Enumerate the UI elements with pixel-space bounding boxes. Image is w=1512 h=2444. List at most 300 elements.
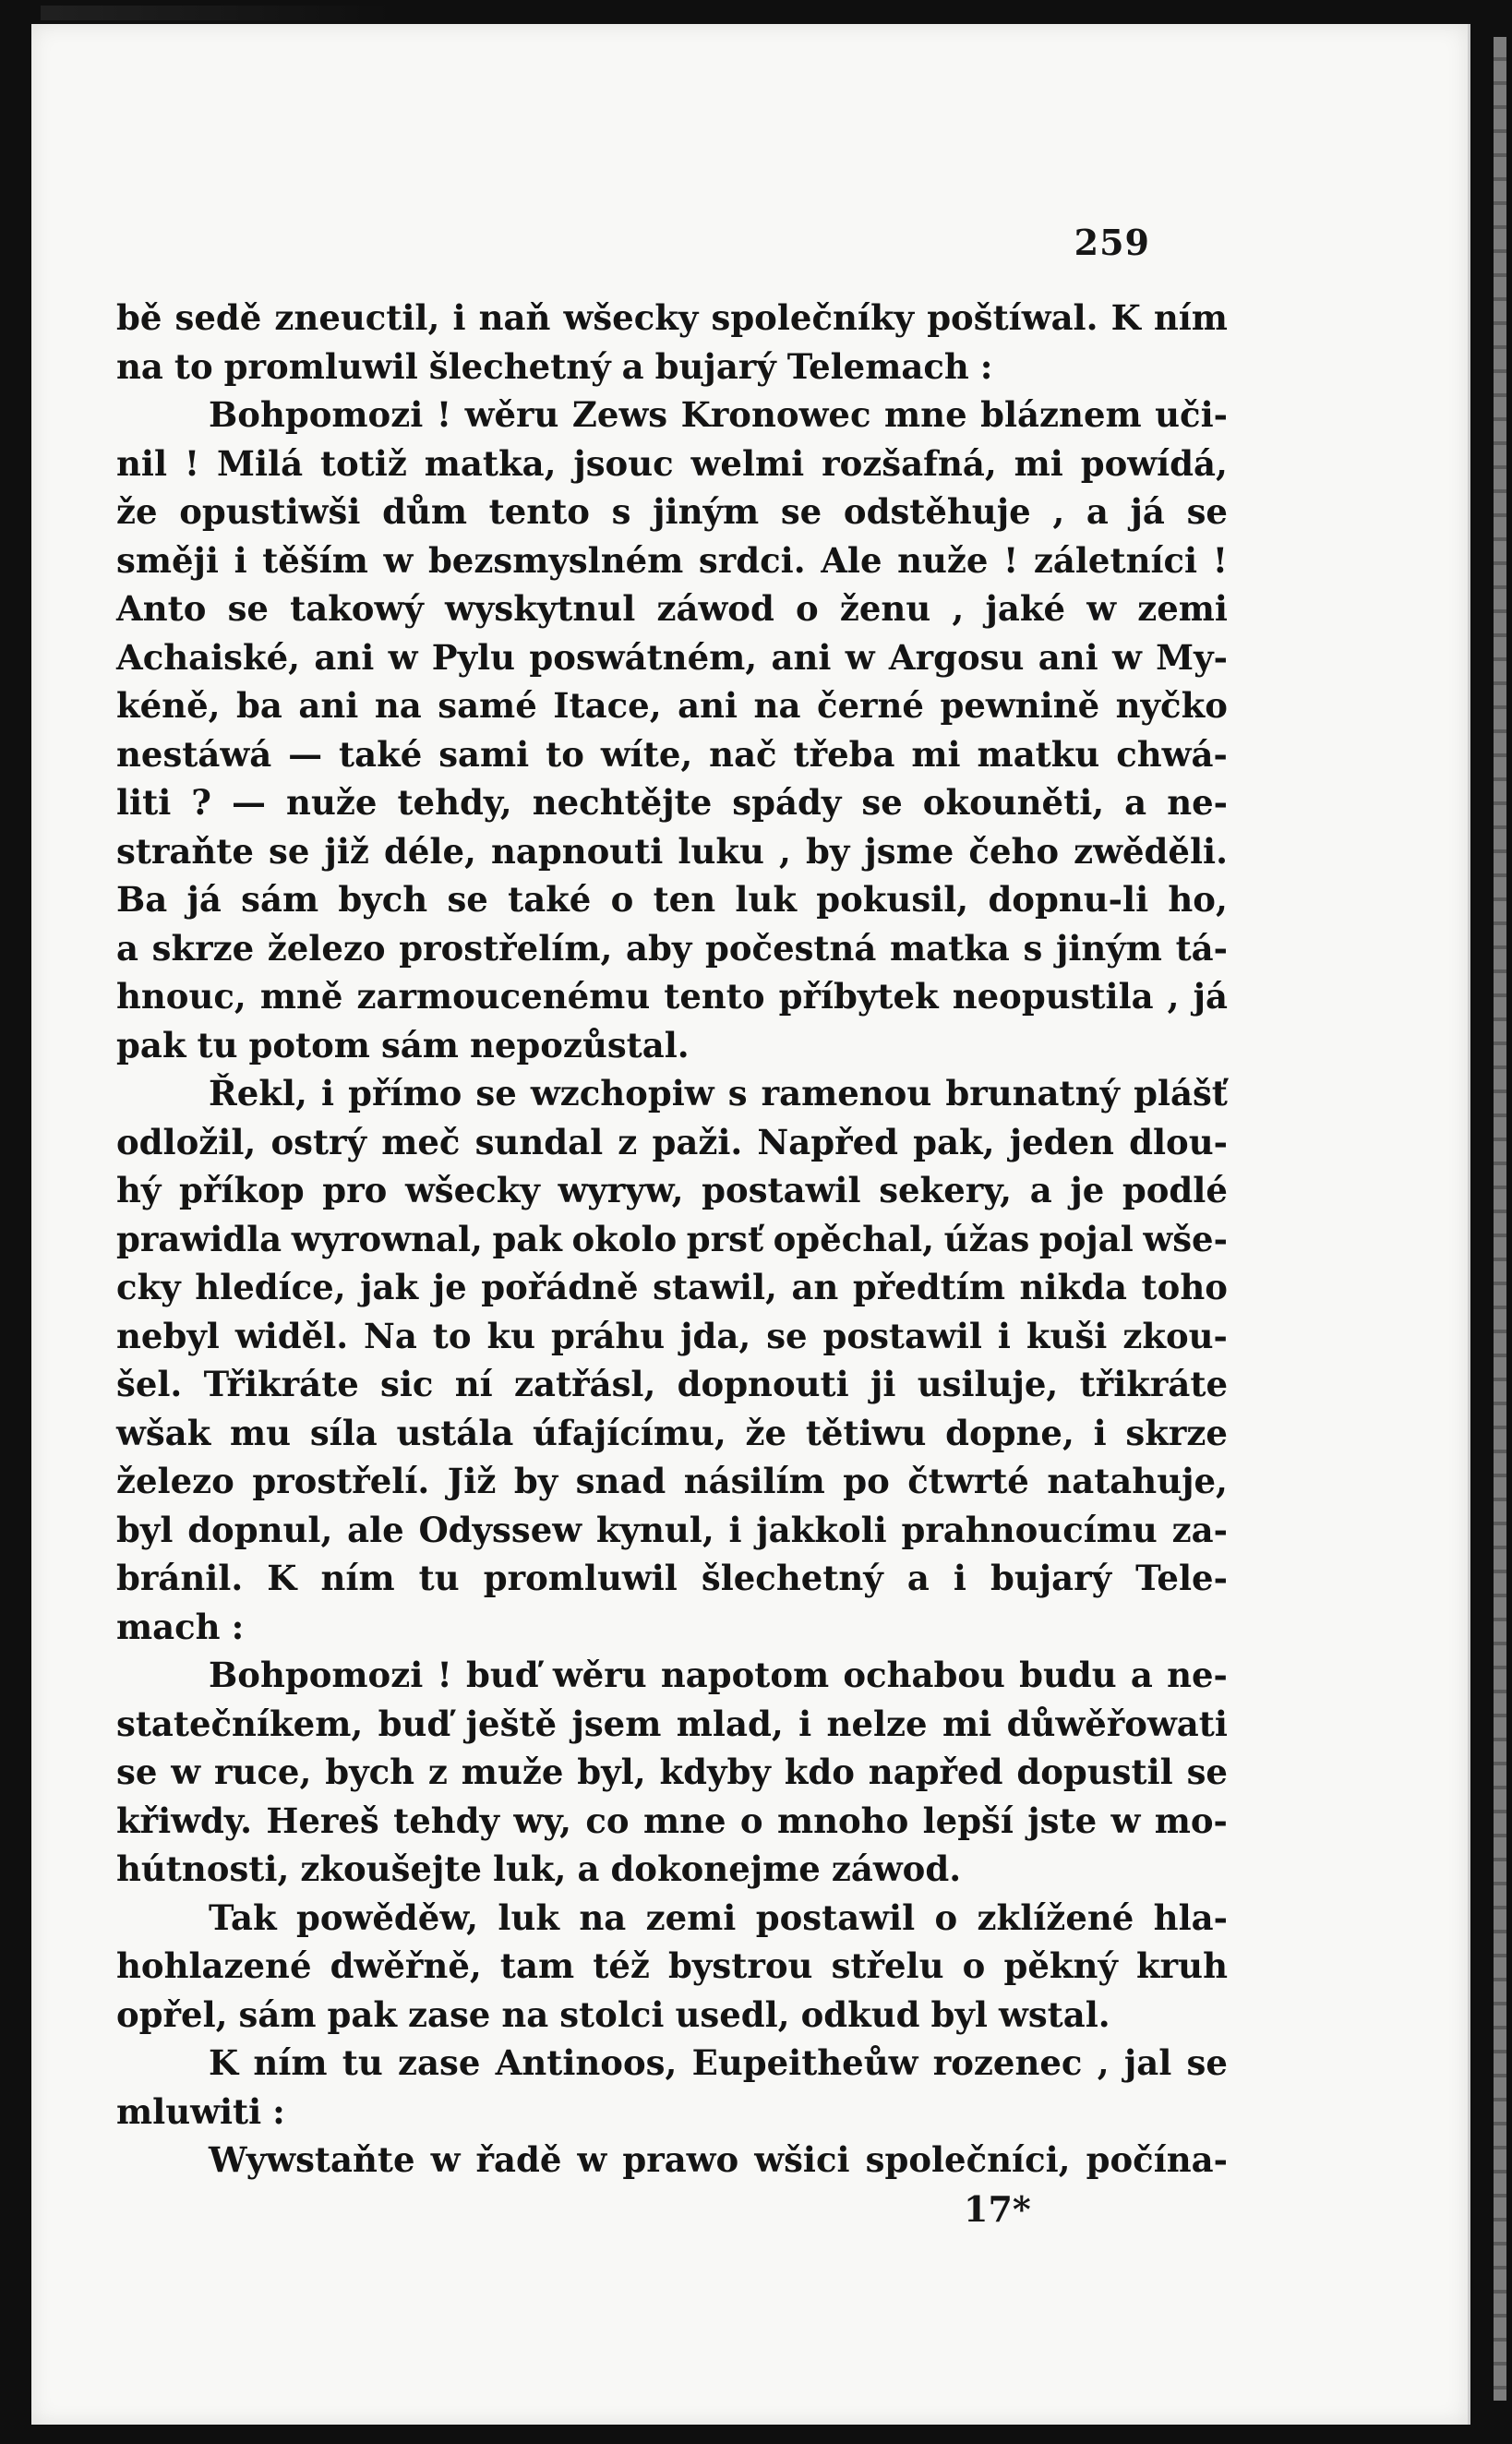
word: napnouti: [490, 830, 664, 872]
word: zase: [398, 2042, 481, 2083]
word: hnouc,: [116, 976, 246, 1017]
word: ji: [870, 1364, 896, 1404]
word: a: [116, 927, 138, 969]
word: je: [432, 1267, 467, 1307]
word: ženu: [839, 588, 931, 629]
word: dwěřně,: [330, 1945, 482, 1986]
word: w: [1086, 588, 1117, 629]
word: šel.: [116, 1364, 183, 1404]
word: to: [432, 1315, 472, 1356]
word: po: [843, 1461, 890, 1501]
text-line: [116, 536, 1228, 585]
word: postawil: [702, 1170, 861, 1210]
book-page: [31, 24, 1470, 2425]
word: se: [861, 782, 903, 823]
word: se: [1186, 2042, 1228, 2083]
word: ne-: [1167, 1655, 1228, 1695]
word: pojal: [1038, 1218, 1134, 1259]
word: paži.: [652, 1121, 743, 1162]
word: bystrou: [668, 1945, 813, 1986]
word: mluwiti: [116, 2090, 262, 2132]
word: matka: [890, 927, 1010, 969]
word: dlou-: [1129, 1121, 1228, 1162]
text-line: [116, 1700, 1228, 1749]
word: byl: [116, 1509, 174, 1550]
word: z: [618, 1121, 638, 1162]
word: ne-: [1167, 782, 1228, 823]
word: je: [1070, 1170, 1105, 1210]
word: plášť: [1134, 1073, 1228, 1114]
word: nyčko: [1115, 685, 1228, 726]
text-line: [116, 2039, 1228, 2088]
word: střelu: [831, 1945, 944, 1986]
word: pokusil,: [816, 879, 969, 920]
word: Argosu: [888, 636, 1025, 678]
word: wěru: [552, 1655, 647, 1695]
text-line: [116, 778, 1228, 827]
word: wěru: [464, 394, 559, 435]
word: zemi: [645, 1896, 737, 1938]
word: opěchal,: [773, 1218, 935, 1259]
word: skrze: [151, 927, 255, 969]
word: ,: [779, 830, 791, 872]
word: dům: [382, 491, 467, 532]
word: směji: [116, 539, 219, 581]
word: mi: [942, 1703, 992, 1744]
word: tá-: [1175, 927, 1228, 969]
text-line: [116, 633, 1228, 682]
word: wíte,: [600, 733, 693, 775]
word: křiwdy.: [116, 1800, 253, 1841]
word: se: [780, 491, 822, 532]
word: wšecky: [404, 1170, 540, 1210]
word: úfajícímu,: [533, 1412, 726, 1453]
word: společníci,: [865, 2139, 1071, 2180]
word: pořádně: [481, 1267, 639, 1307]
word: ,: [952, 588, 965, 629]
word: nebyl: [116, 1315, 220, 1356]
text-line: [116, 1263, 1228, 1312]
word: Řekl,: [209, 1073, 307, 1114]
text-line: [116, 1312, 1228, 1361]
word: to: [546, 733, 584, 775]
word: prahnoucímu: [901, 1509, 1158, 1550]
word: natahuje,: [1047, 1461, 1228, 1501]
word: jaké: [985, 588, 1066, 629]
word: napřed: [868, 1752, 1003, 1792]
word: pak: [327, 1993, 397, 2035]
text-line: [116, 2088, 1228, 2137]
word: i: [953, 1558, 966, 1598]
word: o: [610, 879, 634, 920]
word: jsouc: [573, 442, 674, 484]
word: třikráte: [1079, 1364, 1228, 1404]
word: matku: [977, 733, 1100, 775]
word: wšak: [116, 1412, 211, 1453]
word: stawil,: [653, 1267, 777, 1307]
text-line: [116, 391, 1228, 439]
text-line: [116, 1651, 1228, 1700]
word: tehdy: [393, 1800, 500, 1841]
word: příkop: [179, 1170, 305, 1210]
text-line: [116, 2136, 1228, 2185]
word: jsem: [571, 1703, 662, 1744]
word: pak,: [913, 1121, 995, 1162]
word: w: [430, 2139, 461, 2180]
word: a: [1086, 491, 1109, 532]
word: těším: [262, 539, 368, 581]
word: Pylu: [431, 636, 516, 678]
word: že: [116, 491, 158, 532]
word: wstal.: [998, 1993, 1110, 2035]
word: jda,: [680, 1315, 751, 1356]
word: potom: [248, 1024, 370, 1065]
word: usedl,: [675, 1993, 790, 2035]
word: luk: [735, 879, 797, 920]
word: kuši: [1026, 1315, 1108, 1356]
word: bláznem: [980, 394, 1142, 435]
word: se: [116, 1752, 158, 1792]
word: Na: [364, 1315, 417, 1356]
text-line: [116, 1942, 1228, 1991]
word: Bohpomozi: [209, 394, 424, 435]
word: ani: [314, 636, 375, 678]
word: postawil: [755, 1896, 916, 1938]
word: poštíwal.: [927, 297, 1098, 338]
word: zase: [407, 1993, 491, 2035]
word: železo: [116, 1461, 234, 1501]
word: mi: [911, 733, 961, 775]
word: neopustila: [952, 976, 1154, 1017]
word: o: [962, 1945, 986, 1986]
word: poswátném,: [529, 636, 758, 678]
word: hohlazené: [116, 1945, 312, 1986]
word: jal: [1123, 2042, 1172, 2083]
word: buď: [378, 1703, 451, 1744]
word: se: [1186, 1752, 1228, 1792]
word: nuže: [897, 539, 989, 581]
word: welmi: [690, 442, 805, 484]
top-edge-bleed: [41, 6, 391, 20]
text-line: [116, 1457, 1228, 1506]
word: mně: [259, 976, 343, 1017]
text-line: [116, 924, 1228, 973]
word: zatřásl,: [514, 1364, 656, 1404]
word: luku: [678, 830, 764, 872]
word: Itace,: [553, 685, 662, 726]
word: tento: [664, 976, 765, 1017]
word: aby: [626, 927, 692, 969]
word: to: [174, 345, 213, 387]
word: počína-: [1086, 2139, 1228, 2180]
word: též: [593, 1945, 650, 1986]
word: w: [1111, 636, 1142, 678]
word: Kronowec: [680, 394, 871, 435]
word: ani: [298, 685, 359, 726]
word: mu: [230, 1412, 292, 1453]
word: prawidla: [116, 1218, 282, 1259]
word: a: [577, 1848, 600, 1889]
word: wyrownal,: [291, 1218, 483, 1259]
word: na: [501, 1993, 549, 2035]
word: záwod.: [831, 1848, 962, 1889]
word: promluwil: [483, 1558, 678, 1598]
word: rozenec: [932, 2042, 1083, 2083]
word: skrze: [1125, 1412, 1228, 1453]
word: mne: [642, 1800, 726, 1841]
word: důwěřowati: [1006, 1703, 1228, 1744]
word: mne: [884, 394, 967, 435]
word: okolo: [571, 1218, 678, 1259]
word: pak: [492, 1218, 562, 1259]
word: Anto: [116, 588, 207, 629]
word: pěkný: [1003, 1945, 1118, 1986]
word: prsť: [686, 1218, 764, 1259]
word: s: [611, 491, 631, 532]
word: tu: [197, 1024, 238, 1065]
word: já: [186, 879, 222, 920]
word: ten: [653, 879, 716, 920]
page-number: 259: [1074, 222, 1150, 263]
word: odkud: [800, 1993, 920, 2035]
word: !: [1003, 539, 1019, 581]
word: widěl.: [234, 1315, 349, 1356]
word: ani: [678, 685, 738, 726]
word: jsme: [864, 830, 954, 872]
word: —: [232, 782, 267, 823]
word: kéně,: [116, 685, 221, 726]
word: wšici: [754, 2139, 850, 2180]
text-line: [116, 1991, 1228, 2040]
word: mnoho: [776, 1800, 909, 1841]
word: samé: [438, 685, 537, 726]
word: napotom: [660, 1655, 830, 1695]
word: zemi: [1137, 588, 1228, 629]
word: statečníkem,: [116, 1703, 364, 1744]
word: uči-: [1155, 394, 1228, 435]
word: přímo: [348, 1073, 462, 1114]
word: příbytek: [778, 976, 939, 1017]
word: ruce,: [213, 1752, 312, 1792]
word: dopnu-li: [988, 879, 1149, 920]
word: zkou-: [1122, 1315, 1228, 1356]
word: w: [1110, 1800, 1141, 1841]
word: s: [1023, 927, 1043, 969]
word: nil: [116, 442, 168, 484]
word: Telemach: [786, 345, 969, 387]
word: bránil.: [116, 1558, 244, 1598]
word: se: [1186, 491, 1228, 532]
word: jiným: [653, 491, 760, 532]
word: o: [739, 1800, 763, 1841]
word: pro: [322, 1170, 388, 1210]
word: prawo: [622, 2139, 739, 2180]
text-line: [116, 972, 1228, 1021]
word: :: [272, 2090, 285, 2132]
word: matka,: [424, 442, 557, 484]
word: Milá: [217, 442, 304, 484]
word: opustiwši: [179, 491, 361, 532]
word: kynul,: [595, 1509, 714, 1550]
word: nač: [709, 733, 777, 775]
word: okouněti,: [922, 782, 1105, 823]
word: straňte: [116, 830, 254, 872]
word: bujarý: [990, 1558, 1112, 1598]
word: kdo: [784, 1752, 855, 1792]
word: dopne,: [945, 1412, 1074, 1453]
word: Tele-: [1135, 1558, 1228, 1598]
word: na: [753, 685, 801, 726]
word: tehdy,: [397, 782, 512, 823]
word: Třikráte: [203, 1364, 359, 1404]
word: Eupeitheůw: [691, 2042, 918, 2083]
word: nechtějte: [532, 782, 713, 823]
word: Již: [447, 1461, 497, 1501]
word: sundal: [474, 1121, 604, 1162]
word: liti: [116, 782, 172, 823]
word: Antinoos,: [495, 2042, 678, 2083]
word: čeho: [968, 830, 1060, 872]
text-line: [116, 875, 1228, 924]
word: ani: [1038, 636, 1098, 678]
word: wyryw,: [558, 1170, 684, 1210]
word: tu: [342, 2042, 383, 2083]
text-line: [116, 584, 1228, 633]
word: ještě: [465, 1703, 558, 1744]
text-line: [116, 294, 1228, 343]
word: společníky: [711, 297, 915, 338]
word: já: [1193, 976, 1228, 1017]
word: powěděw,: [295, 1896, 479, 1938]
word: bych: [325, 1752, 415, 1792]
word: na: [579, 1896, 627, 1938]
word: ale: [347, 1509, 404, 1550]
word: prostřelím,: [399, 927, 613, 969]
text-line: [116, 1506, 1228, 1555]
word: hla-: [1153, 1896, 1228, 1938]
word: se: [475, 1073, 517, 1114]
word: i: [452, 297, 466, 338]
word: luk: [498, 1896, 559, 1938]
word: ,: [1167, 976, 1180, 1017]
word: na: [116, 345, 163, 387]
word: by: [805, 830, 850, 872]
word: násilím: [683, 1461, 825, 1501]
word: ramenou: [761, 1073, 932, 1114]
right-edge-bleed: [1494, 37, 1506, 2401]
word: Hereš: [266, 1800, 379, 1841]
word: hútnosti,: [116, 1848, 290, 1889]
word: odstěhuje: [843, 491, 1031, 532]
word: ním: [1153, 297, 1228, 338]
text-line: [116, 439, 1228, 488]
text-line: [116, 488, 1228, 536]
word: sám: [380, 1024, 459, 1065]
word: wyskytnul: [445, 588, 636, 629]
word: sic: [380, 1364, 434, 1404]
word: již: [324, 830, 369, 872]
word: sedě: [174, 297, 262, 338]
word: ani: [771, 636, 832, 678]
word: tento: [488, 491, 590, 532]
word: řadě: [475, 2139, 562, 2180]
word: ní: [454, 1364, 493, 1404]
text-line: [116, 1554, 1228, 1603]
word: i: [798, 1703, 812, 1744]
word: i: [1093, 1412, 1107, 1453]
word: s: [727, 1073, 748, 1114]
word: Ba: [116, 879, 168, 920]
text-line: [116, 1797, 1228, 1846]
word: toho: [1141, 1267, 1228, 1307]
word: ním: [253, 2042, 328, 2083]
word: w: [845, 636, 875, 678]
word: hý: [116, 1170, 162, 1210]
word: že: [745, 1412, 787, 1453]
word: muže: [461, 1752, 564, 1792]
word: powídá,: [1080, 442, 1228, 484]
word: usiluje,: [917, 1364, 1059, 1404]
word: K: [267, 1558, 297, 1598]
word: i: [320, 1073, 335, 1114]
word: nikda: [1019, 1267, 1127, 1307]
text-line: [116, 1894, 1228, 1943]
word: dopnul,: [187, 1509, 333, 1550]
word: ostrý: [270, 1121, 367, 1162]
word: za-: [1171, 1509, 1228, 1550]
word: nuže: [286, 782, 378, 823]
word: :: [231, 1606, 245, 1647]
word: se: [766, 1315, 808, 1356]
word: třeba: [793, 733, 895, 775]
word: sám: [241, 879, 319, 920]
text-line: [116, 1409, 1228, 1458]
word: !: [437, 1655, 452, 1695]
word: wy,: [513, 1800, 572, 1841]
word: také: [508, 879, 592, 920]
word: Ale: [821, 539, 882, 581]
word: luk,: [492, 1848, 567, 1889]
word: dokonejme: [610, 1848, 821, 1889]
word: odložil,: [116, 1121, 257, 1162]
word: Napřed: [757, 1121, 898, 1162]
word: a: [1130, 1655, 1153, 1695]
word: ?: [191, 782, 211, 823]
word: w: [577, 2139, 607, 2180]
word: byl: [930, 1993, 988, 2035]
word: an: [791, 1267, 839, 1307]
word: nepozůstal.: [469, 1024, 690, 1065]
word: dopustil: [1016, 1752, 1173, 1792]
word: prostřelí.: [252, 1461, 430, 1501]
word: zwěděli.: [1074, 830, 1228, 872]
word: stolci: [559, 1993, 665, 2035]
word: wše-: [1143, 1218, 1228, 1259]
word: lepší: [922, 1800, 1014, 1841]
word: meč: [381, 1121, 461, 1162]
word: šlechetný: [428, 345, 611, 387]
word: mach: [116, 1606, 221, 1647]
text-line: [116, 1215, 1228, 1264]
text-line: [116, 1021, 1228, 1070]
word: sám: [238, 1993, 317, 2035]
word: totiž: [319, 442, 407, 484]
word: bych: [338, 879, 428, 920]
word: K: [209, 2042, 239, 2083]
word: nelze: [826, 1703, 928, 1744]
word: se: [269, 830, 310, 872]
word: počestná: [704, 927, 877, 969]
